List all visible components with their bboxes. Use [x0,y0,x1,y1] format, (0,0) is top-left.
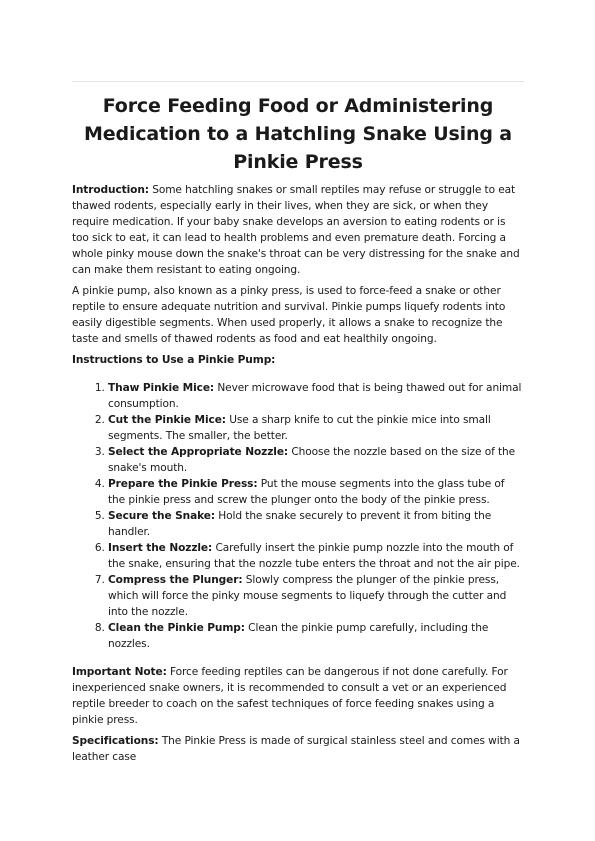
intro-paragraph [72,182,524,278]
step-item [108,540,524,572]
step-text: Slowly compress the plunger of the pinkie press, which will force the pinky mouse segments to liquefy through the cutter and into the nozzle. [108,574,507,618]
step-text: Put the mouse segments into the glass tube of the pinkie press and screw the plunger onto the body of the pinkie press. [108,478,505,506]
document-page [72,81,524,770]
step-label: Compress the Plunger: [108,574,243,586]
step-item [108,572,524,620]
step-label: Cut the Pinkie Mice: [108,414,226,426]
intro-text: Some hatchling snakes or small reptiles may refuse or struggle to eat thawed rodents, especially early in their lives, when they are sick, or when they require medication. If your baby snake develops an aversion to eating rodents or is too sick to eat, it can lead to health problems and even premature death. Forcing a whole pinky mouse down the snake's throat can be very distressing for the snake and can make them resistant to eating ongoing. [72,184,520,276]
important-note-text: Force feeding reptiles can be dangerous if not done carefully. For inexperienced snake owners, it is recommended to consult a vet or an experienced reptile breeder to coach on the safest techniques of force feeding snakes using a pinkie press. [72,666,508,726]
step-item [108,444,524,476]
step-label: Secure the Snake: [108,510,216,522]
important-note-paragraph [72,664,524,728]
step-text: Never microwave food that is being thawed out for animal consumption. [108,382,522,410]
step-label: Thaw Pinkie Mice: [108,382,215,394]
step-text: Choose the nozzle based on the size of the snake's mouth. [108,446,516,474]
step-text: Hold the snake securely to prevent it from biting the handler. [108,510,492,538]
specifications-text: The Pinkie Press is made of surgical stainless steel and comes with a leather case [72,735,520,763]
step-text: Clean the pinkie pump carefully, including the nozzles. [108,622,489,650]
step-label: Clean the Pinkie Pump: [108,622,245,634]
step-item [108,620,524,652]
steps-list [72,380,524,652]
step-label: Select the Appropriate Nozzle: [108,446,289,458]
step-item [108,412,524,444]
step-label: Insert the Nozzle: [108,542,213,554]
step-item [108,380,524,412]
step-item [108,476,524,508]
step-item [108,508,524,540]
document-title: Force Feeding Food or Administering Medication to a Hatchling Snake Using a Pinkie Press [84,95,512,173]
intro-label: Introduction: [72,184,149,196]
important-note-label: Important Note: [72,666,167,678]
step-text: Use a sharp knife to cut the pinkie mice into small segments. The smaller, the better. [108,414,491,442]
specifications-paragraph [72,733,524,765]
step-label: Prepare the Pinkie Press: [108,478,258,490]
instructions-heading: Instructions to Use a Pinkie Pump: [72,354,276,366]
specifications-label: Specifications: [72,735,159,747]
top-divider [72,81,524,82]
description-paragraph: A pinkie pump, also known as a pinky press, is used to force-feed a snake or other reptile to ensure adequate nutrition and survival. Pinkie pumps liquefy rodents into easily digestible segments. When used properly, it allows a snake to recognize the taste and smells of thawed rodents as food and eat healthily ongoing. [72,285,506,345]
step-text: Carefully insert the pinkie pump nozzle into the mouth of the snake, ensuring that the nozzle tube enters the throat and not the air pipe. [108,542,520,570]
